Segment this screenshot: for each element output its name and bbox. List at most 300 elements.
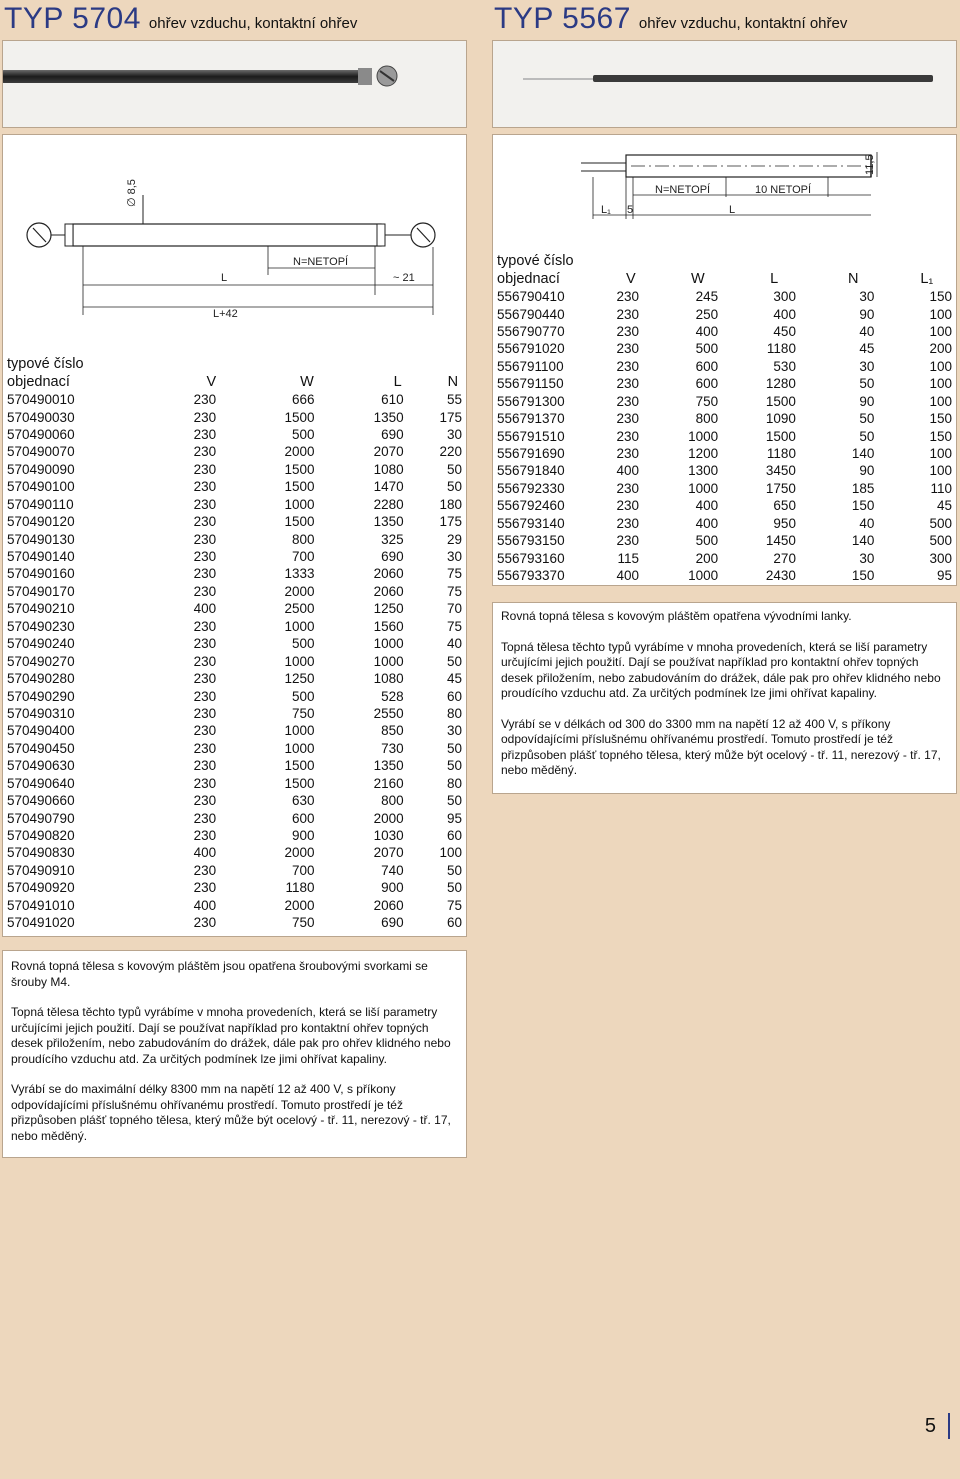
cell-value: 230 [193, 496, 217, 512]
cell-order-number: 570491020 [7, 915, 75, 931]
cell-value: 1333 [284, 566, 315, 582]
cell-value: 400 [193, 601, 217, 617]
cell-order-number: 556791020 [497, 341, 565, 357]
cell-value: 230 [193, 636, 217, 652]
cell-value: 185 [851, 480, 875, 496]
table-row [493, 410, 956, 427]
cell-order-number: 570490280 [7, 671, 75, 687]
length-label: L [729, 204, 736, 216]
cell-value: 30 [446, 549, 462, 565]
table-row [493, 549, 956, 566]
cell-order-number: 570490640 [7, 775, 75, 791]
cell-value: 2000 [284, 444, 315, 460]
cell-value: 50 [446, 758, 462, 774]
cell-value: 230 [193, 862, 217, 878]
table-row [493, 427, 956, 444]
table-header-row [493, 270, 956, 287]
left-product-photo [2, 40, 467, 128]
table-row [3, 722, 466, 739]
table-row [3, 687, 466, 704]
cell-value: 300 [929, 550, 952, 566]
cell-value: 55 [446, 392, 462, 408]
cell-value: 150 [929, 411, 952, 427]
cell-value: 730 [381, 740, 404, 756]
col-header-w: W [300, 373, 314, 390]
col-header-l: L [770, 270, 779, 287]
cell-value: 1500 [284, 409, 315, 425]
cell-value: 100 [929, 376, 952, 392]
cell-value: 230 [616, 411, 639, 427]
cell-order-number: 570490130 [7, 531, 75, 547]
table-row [3, 478, 466, 495]
cell-value: 1200 [688, 446, 719, 462]
cell-value: 50 [859, 376, 875, 392]
table-header-row [3, 373, 466, 390]
cell-value: 800 [381, 793, 404, 809]
left-desc-p2: Topná tělesa těchto typů vyrábíme v mnoha provedeních, která se liší parametry určujícími jejich použití. Dají se používat například pro kontaktní ohřev topných desek přiložením, nebo zabudováním do drážek, dále pak pro ohřev klidného nebo proudícího vzduchu atd. Za určitých podmínek lze jimi ohřívat kapaliny. [11, 1005, 451, 1066]
cell-value: 90 [859, 306, 875, 322]
cell-order-number: 570490400 [7, 723, 75, 739]
col-header-v: V [206, 373, 217, 390]
cell-value: 230 [193, 671, 217, 687]
cell-value: 1450 [765, 533, 796, 549]
diameter-label: 11,5 [864, 154, 876, 175]
cell-value: 75 [446, 566, 462, 582]
cell-value: 175 [439, 514, 462, 530]
cell-value: 230 [616, 533, 639, 549]
cell-value: 150 [929, 289, 952, 305]
cell-value: 45 [859, 341, 875, 357]
cell-value: 2000 [284, 583, 315, 599]
cell-order-number: 556793370 [497, 568, 565, 584]
cell-value: 690 [381, 549, 404, 565]
cell-value: 45 [936, 498, 952, 514]
right-type-title: TYP 5567 [494, 2, 631, 35]
cell-order-number: 570490920 [7, 880, 75, 896]
cell-value: 1500 [284, 758, 315, 774]
cell-value: 740 [381, 862, 404, 878]
cell-order-number: 570490230 [7, 618, 75, 634]
table-row [3, 670, 466, 687]
right-product-photo [492, 40, 957, 128]
table-row [3, 513, 466, 530]
cell-value: 1350 [373, 758, 404, 774]
heating-rod-photo-icon [3, 41, 467, 128]
cell-value: 1280 [765, 376, 796, 392]
cell-order-number: 570490140 [7, 549, 75, 565]
cell-order-number: 556791370 [497, 411, 565, 427]
cell-order-number: 556791840 [497, 463, 565, 479]
cell-order-number: 570491010 [7, 897, 75, 913]
right-desc-p2: Topná tělesa těchto typů vyrábíme v mnoha provedeních, která se liší parametry určujícími jejich použití. Dají se používat například pro kontaktní ohřev topných desek přiložením, nebo zabudováním do drážek, dále pak pro ohřev klidného nebo proudícího vzduchu atd. Za určitých podmínek lze jimi ohřívat kapaliny. [501, 639, 941, 700]
cell-value: 230 [193, 810, 217, 826]
cell-order-number: 556791100 [497, 358, 564, 374]
cell-value: 600 [292, 810, 315, 826]
cell-value: 1750 [765, 480, 796, 496]
cell-value: 600 [695, 376, 719, 392]
cell-value: 528 [381, 688, 404, 704]
cable-rod-photo-icon [493, 41, 957, 128]
table-row [493, 497, 956, 514]
table-row [3, 862, 466, 879]
cell-value: 500 [695, 341, 719, 357]
cell-value: 230 [193, 392, 217, 408]
cell-value: 1560 [373, 618, 404, 634]
cell-value: 50 [446, 740, 462, 756]
cell-value: 1000 [373, 653, 404, 669]
cell-value: 100 [929, 358, 952, 374]
cell-order-number: 570490290 [7, 688, 75, 704]
diameter-label: ∅ 8,5 [126, 179, 138, 207]
table-row [3, 461, 466, 478]
right-technical-drawing [493, 135, 957, 253]
cell-value: 650 [773, 498, 796, 514]
table-row [493, 532, 956, 549]
table-row [3, 583, 466, 600]
cell-value: 230 [616, 323, 639, 339]
five-label: 5 [627, 204, 634, 216]
cell-value: 3450 [765, 463, 796, 479]
length-label: L [221, 272, 228, 284]
cell-value: 750 [292, 705, 315, 721]
cell-value: 230 [616, 306, 639, 322]
left-spec-panel [2, 134, 467, 937]
table-row [3, 600, 466, 617]
cell-value: 1250 [284, 671, 315, 687]
cell-value: 950 [773, 515, 796, 531]
cell-order-number: 556792330 [497, 480, 565, 496]
cell-value: 1000 [688, 568, 719, 584]
cell-value: 100 [929, 323, 952, 339]
cell-value: 690 [381, 426, 404, 442]
cell-value: 400 [616, 463, 639, 479]
cell-value: 2430 [765, 568, 796, 584]
cell-value: 1300 [688, 463, 719, 479]
col-header-n: N [447, 373, 459, 390]
col-header-typove: typové číslo [7, 356, 84, 373]
cell-value: 230 [616, 480, 639, 496]
cell-value: 2000 [284, 897, 315, 913]
cell-order-number: 556793160 [497, 550, 565, 566]
netopi-label: N=NETOPÍ [293, 256, 349, 268]
cell-value: 400 [193, 845, 217, 861]
table-row [3, 740, 466, 757]
cell-value: 140 [851, 533, 875, 549]
cell-value: 30 [859, 358, 875, 374]
cell-value: 300 [773, 289, 796, 305]
cell-order-number: 570490830 [7, 845, 75, 861]
table-row [3, 705, 466, 722]
cell-value: 1500 [765, 428, 796, 444]
col-header-l: L [393, 373, 402, 390]
left-description-panel [2, 950, 467, 1158]
cell-value: 230 [193, 566, 217, 582]
right-description-panel [492, 602, 957, 794]
left-header [4, 2, 357, 36]
cell-value: 230 [616, 341, 639, 357]
cell-value: 60 [446, 828, 462, 844]
cell-value: 1500 [284, 461, 315, 477]
cell-value: 1000 [284, 740, 315, 756]
cell-value: 70 [446, 601, 462, 617]
table-row [493, 393, 956, 410]
cell-value: 230 [616, 446, 639, 462]
cell-value: 1000 [284, 618, 315, 634]
table-row [3, 757, 466, 774]
cell-value: 50 [446, 479, 462, 495]
left-description [11, 959, 461, 1158]
cell-value: 1180 [766, 446, 796, 462]
cell-value: 1030 [373, 828, 404, 844]
cell-value: 1080 [373, 671, 404, 687]
table-row [3, 844, 466, 861]
cell-order-number: 556791300 [497, 393, 565, 409]
cell-value: 1500 [284, 775, 315, 791]
cell-value: 230 [193, 828, 217, 844]
col-header-n: N [847, 270, 859, 287]
cell-order-number: 570490160 [7, 566, 75, 582]
cell-value: 400 [193, 897, 217, 913]
cell-order-number: 570490910 [7, 862, 75, 878]
l1-label: L₁ [601, 204, 611, 216]
table-row [3, 809, 466, 826]
right-header [494, 2, 847, 36]
cell-order-number: 570490270 [7, 653, 75, 669]
cell-value: 50 [859, 411, 875, 427]
cell-value: 50 [446, 461, 462, 477]
cell-value: 1000 [284, 496, 315, 512]
cell-value: 90 [859, 393, 875, 409]
cell-value: 750 [292, 915, 315, 931]
cell-order-number: 570490170 [7, 583, 75, 599]
cell-order-number: 570490120 [7, 514, 75, 530]
cell-value: 40 [446, 636, 462, 652]
cell-value: 200 [695, 550, 719, 566]
cell-value: 2070 [373, 845, 404, 861]
cell-value: 1180 [285, 880, 315, 896]
cell-order-number: 556790440 [497, 306, 565, 322]
cell-value: 2160 [373, 775, 404, 791]
cell-value: 400 [773, 306, 796, 322]
cell-value: 2280 [373, 496, 404, 512]
cell-value: 230 [193, 705, 217, 721]
col-header-objednaci: objednací [7, 373, 70, 390]
cell-value: 75 [446, 897, 462, 913]
cell-order-number: 556790770 [497, 323, 565, 339]
cell-value: 750 [695, 393, 719, 409]
cell-order-number: 570490240 [7, 636, 75, 652]
table-row [493, 375, 956, 392]
cell-value: 30 [859, 550, 875, 566]
cell-value: 800 [292, 531, 315, 547]
cell-value: 630 [292, 793, 315, 809]
cell-order-number: 570490070 [7, 444, 75, 460]
table-row [493, 288, 956, 305]
cell-order-number: 556793150 [497, 533, 565, 549]
table-row [3, 530, 466, 547]
cell-order-number: 570490030 [7, 409, 75, 425]
cell-value: 75 [446, 583, 462, 599]
table-row [493, 480, 956, 497]
table-row [493, 515, 956, 532]
cell-value: 230 [193, 880, 217, 896]
cell-value: 230 [193, 758, 217, 774]
cell-value: 60 [446, 688, 462, 704]
cell-order-number: 570490450 [7, 740, 75, 756]
table-row [3, 565, 466, 582]
table-header-row [493, 253, 956, 270]
cell-value: 2070 [373, 444, 404, 460]
cell-value: 30 [446, 426, 462, 442]
cell-value: 200 [929, 341, 952, 357]
cell-value: 100 [929, 306, 952, 322]
cell-value: 230 [193, 775, 217, 791]
cell-value: 1500 [284, 479, 315, 495]
cell-value: 150 [851, 568, 875, 584]
cell-value: 80 [446, 775, 462, 791]
cell-value: 1000 [284, 723, 315, 739]
cell-value: 50 [859, 428, 875, 444]
cell-value: 150 [929, 428, 952, 444]
cell-order-number: 556791510 [497, 428, 565, 444]
cell-value: 690 [381, 915, 404, 931]
table-row [3, 652, 466, 669]
ten-netopi-label: 10 NETOPÍ [755, 184, 812, 196]
cell-value: 230 [193, 793, 217, 809]
cell-value: 230 [193, 740, 217, 756]
table-row [3, 408, 466, 425]
col-header-v: V [625, 270, 636, 287]
cell-order-number: 570490790 [7, 810, 75, 826]
cell-value: 1500 [284, 514, 315, 530]
end-length-label: ~ 21 [393, 272, 415, 284]
left-desc-p3: Vyrábí se do maximální délky 8300 mm na napětí 12 až 400 V, s příkony odpovídajícími příslušnému ohřívanému prostředí. Tomuto prostředí je též přizpůsoben plášť topného tělesa, který může být ocelový - tř. 11, nerezový - tř. 17, nebo měděný. [11, 1082, 451, 1143]
cell-value: 230 [616, 498, 639, 514]
table-row [3, 426, 466, 443]
cell-order-number: 570490090 [7, 461, 75, 477]
cell-value: 500 [292, 426, 315, 442]
netopi-label: N=NETOPÍ [655, 184, 711, 196]
cell-value: 610 [381, 392, 404, 408]
cell-value: 500 [929, 533, 952, 549]
cell-value: 100 [929, 393, 952, 409]
cell-value: 230 [193, 479, 217, 495]
cell-value: 2000 [373, 810, 404, 826]
cell-value: 600 [695, 358, 719, 374]
right-spec-panel [492, 134, 957, 586]
cell-value: 140 [851, 446, 875, 462]
cell-value: 400 [695, 323, 719, 339]
cell-value: 900 [381, 880, 404, 896]
table-row [493, 445, 956, 462]
right-spec-table [493, 253, 956, 584]
cell-value: 80 [446, 705, 462, 721]
total-length-label: L+42 [213, 308, 238, 320]
cell-order-number: 570490210 [7, 601, 75, 617]
page-number: 5 [925, 1413, 950, 1439]
cell-value: 400 [616, 568, 639, 584]
cell-value: 245 [695, 289, 719, 305]
table-row [3, 827, 466, 844]
left-spec-table [3, 356, 466, 931]
left-type-title: TYP 5704 [4, 2, 141, 35]
right-subtitle: ohřev vzduchu, kontaktní ohřev [638, 15, 848, 32]
cell-value: 1350 [373, 514, 404, 530]
cell-order-number: 570490310 [7, 705, 75, 721]
table-row [3, 879, 466, 896]
cell-value: 230 [616, 393, 639, 409]
cell-value: 220 [439, 444, 462, 460]
cell-value: 230 [193, 531, 217, 547]
right-desc-p1: Rovná topná tělesa s kovovým pláštěm opatřena vývodními lanky. [501, 609, 852, 623]
table-row [493, 305, 956, 322]
table-row [3, 548, 466, 565]
col-header-objednaci: objednací [497, 270, 560, 287]
cell-value: 50 [446, 880, 462, 896]
table-row [3, 391, 466, 408]
cell-value: 150 [851, 498, 875, 514]
cell-value: 50 [446, 653, 462, 669]
cell-value: 100 [929, 446, 952, 462]
cell-value: 230 [193, 723, 217, 739]
cell-order-number: 556793140 [497, 515, 565, 531]
cell-value: 325 [381, 531, 404, 547]
cell-value: 230 [616, 515, 639, 531]
cell-value: 180 [439, 496, 462, 512]
cell-value: 2060 [373, 583, 404, 599]
table-row [3, 443, 466, 460]
cell-value: 230 [616, 289, 639, 305]
table-row [3, 618, 466, 635]
table-row [3, 775, 466, 792]
table-row [3, 914, 466, 931]
cell-value: 45 [446, 671, 462, 687]
cell-value: 2060 [373, 566, 404, 582]
cell-value: 250 [695, 306, 719, 322]
right-description [501, 609, 951, 794]
cell-value: 500 [292, 688, 315, 704]
cell-value: 1090 [765, 411, 796, 427]
cell-order-number: 570490060 [7, 426, 75, 442]
table-row [493, 358, 956, 375]
cell-value: 40 [859, 323, 875, 339]
table-row [3, 496, 466, 513]
table-row [493, 323, 956, 340]
cell-value: 230 [193, 618, 217, 634]
col-header-w: W [691, 270, 705, 287]
right-desc-p3: Vyrábí se v délkách od 300 do 3300 mm na napětí 12 až 400 V, s příkony odpovídajícími příslušnému ohřívanému prostředí. Tomuto prostředí je též přizpůsoben plášť topného tělesa, který může být ocelový - tř. 11, nerezový - tř. 17, nebo měděný. [501, 716, 941, 777]
cell-value: 75 [446, 618, 462, 634]
table-row [3, 897, 466, 914]
cell-value: 50 [446, 793, 462, 809]
cell-value: 1350 [373, 409, 404, 425]
table-row [493, 462, 956, 479]
cell-value: 450 [773, 323, 796, 339]
cell-order-number: 570490820 [7, 828, 75, 844]
cell-value: 100 [929, 463, 952, 479]
cell-value: 230 [193, 461, 217, 477]
left-technical-drawing [3, 135, 467, 355]
cell-value: 230 [193, 653, 217, 669]
cell-value: 700 [292, 549, 315, 565]
cell-value: 230 [193, 583, 217, 599]
cell-value: 95 [446, 810, 462, 826]
cell-value: 230 [193, 549, 217, 565]
cell-value: 230 [193, 915, 217, 931]
cell-value: 50 [446, 862, 462, 878]
cell-value: 100 [439, 845, 462, 861]
col-header-typove: typové číslo [497, 253, 574, 270]
